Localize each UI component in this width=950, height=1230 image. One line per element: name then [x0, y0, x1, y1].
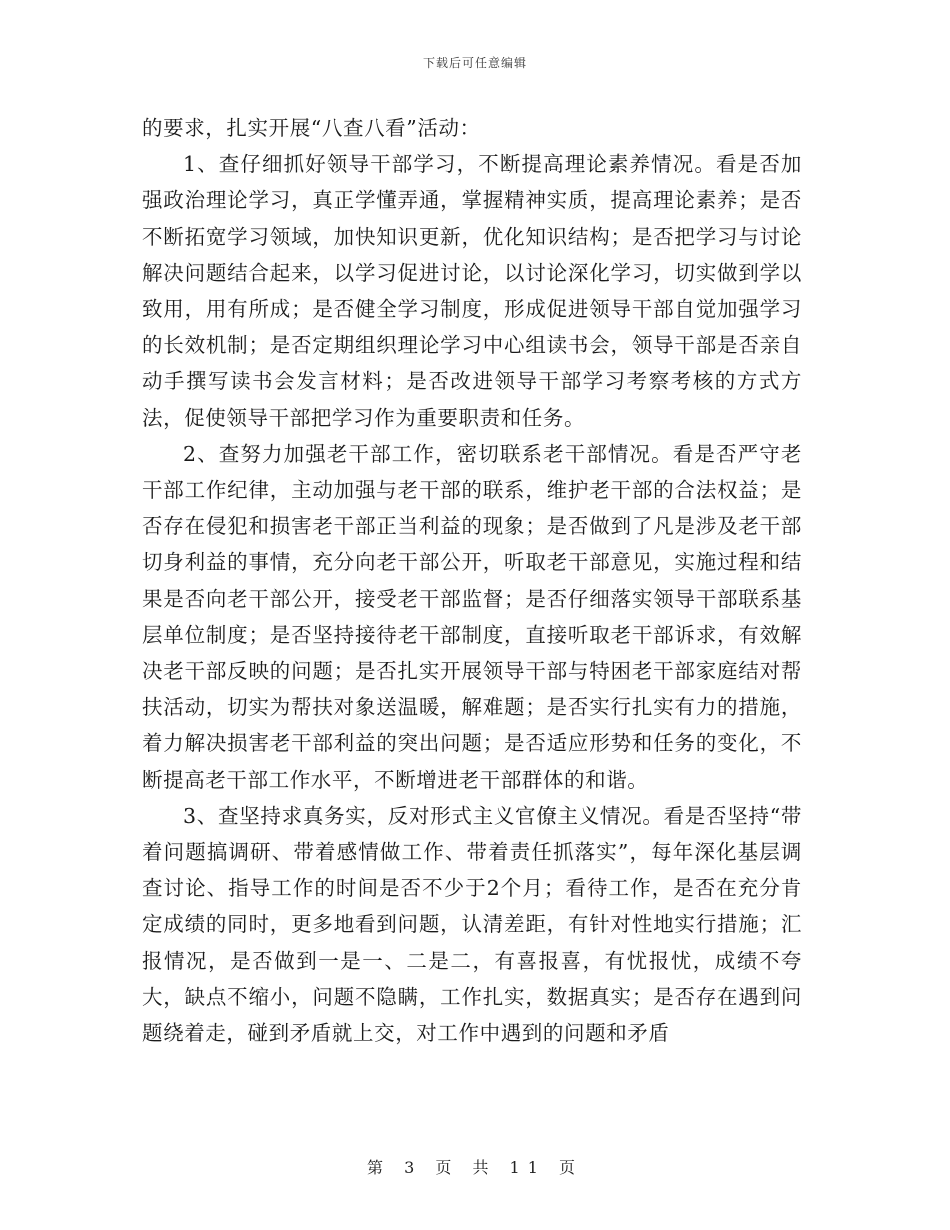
page-header: 下载后可任意编辑	[422, 56, 527, 70]
page-footer: 第 3 页 共 11 页	[367, 1158, 583, 1177]
paragraph-item-2: 2、查努力加强老干部工作，密切联系老干部情况。看是否严守老干部工作纪律，主动加强与老干部的联系，维护老干部的合法权益；是否存在侵犯和损害老干部正当利益的现象；是否做到了凡是涉及老干部切身利益的事情，充分向老干部公开，听取老干部意见，实施过程和结果是否向老干部公开，接受老干部监督；是否仔细落实领导干部联系基层单位制度；是否坚持接待老干部制度，直接听取老干部诉求，有效解决老干部反映的问题；是否扎实开展领导干部与特困老干部家庭结对帮扶活动，切实为帮扶对象送温暖，解难题；是否实行扎实有力的措施，着力解决损害老干部利益的突出问题；是否适应形势和任务的变化，不断提高老干部工作水平，不断增进老干部群体的和谐。	[142, 441, 802, 792]
paragraph-continuation: 的要求，扎实开展“八查八看”活动：	[142, 116, 481, 140]
paragraph-item-1: 1、查仔细抓好领导干部学习，不断提高理论素养情况。看是否加强政治理论学习，真正学懂弄通，掌握精神实质，提高理论素养；是否不断拓宽学习领域，加快知识更新，优化知识结构；是否把学习与讨论解决问题结合起来，以学习促进讨论，以讨论深化学习，切实做到学以致用，用有所成；是否健全学习制度，形成促进领导干部自觉加强学习的长效机制；是否定期组织理论学习中心组读书会，领导干部是否亲自动手撰写读书会发言材料；是否改进领导干部学习考察考核的方式方法，促使领导干部把学习作为重要职责和任务。	[142, 152, 802, 430]
paragraph-item-3: 3、查坚持求真务实，反对形式主义官僚主义情况。看是否坚持“带着问题搞调研、带着感情做工作、带着责任抓落实”，每年深化基层调查讨论、指导工作的时间是否不少于2个月；看待工作，是否在充分肯定成绩的同时，更多地看到问题，认清差距，有针对性地实行措施；汇报情况，是否做到一是一、二是二，有喜报喜，有忧报忧，成绩不夸大，缺点不缩小，问题不隐瞒，工作扎实，数据真实；是否存在遇到问题绕着走，碰到矛盾就上交，对工作中遇到的问题和矛盾	[142, 803, 802, 1046]
document-body	[142, 110, 802, 1051]
